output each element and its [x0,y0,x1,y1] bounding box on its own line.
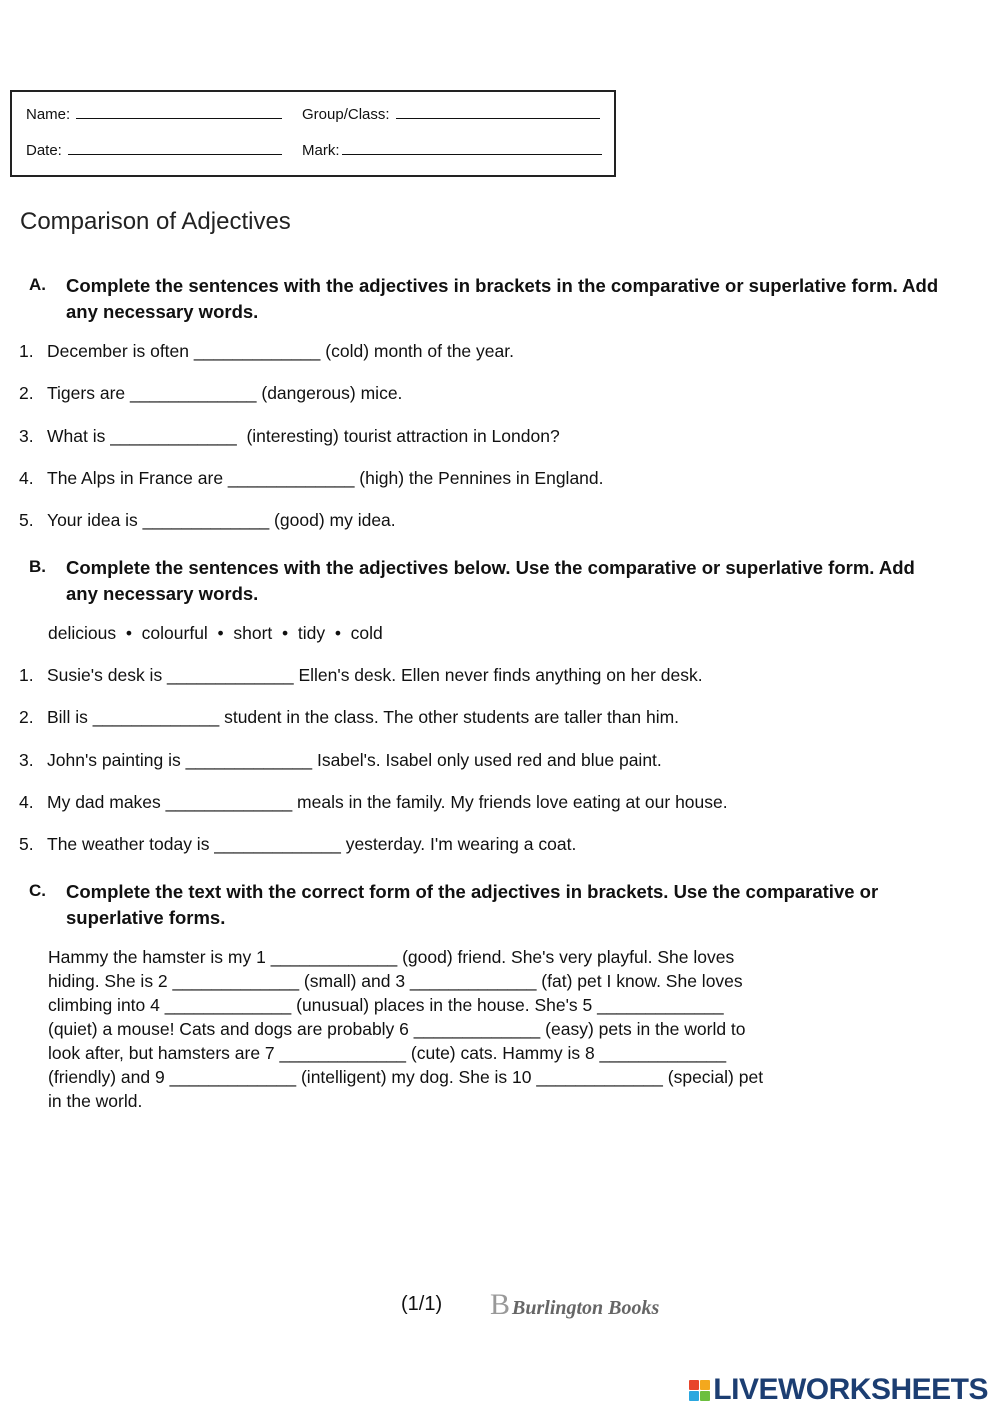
page-number: (1/1) [401,1293,443,1315]
section-b-letter: B. [29,557,46,576]
paragraph-line: Hammy the hamster is my 1 _____________ (good) friend. She's very playful. She loves [48,947,735,967]
section-c-paragraph [48,945,828,1113]
section-b-instruction: Complete the sentences with the adjectives below. Use the comparative or superlative form. Add any necessary words. [66,557,915,604]
item-text: Your idea is _____________ (good) my idea. [47,510,396,530]
section-a-item [19,468,604,489]
page-title: Comparison of Adjectives [20,208,291,235]
item-number: 3. [19,750,34,770]
item-text: What is _____________ (interesting) tourist attraction in London? [47,426,560,446]
item-text: Tigers are _____________ (dangerous) mice. [47,383,403,403]
paragraph-line: look after, but hamsters are 7 _____________ (cute) cats. Hammy is 8 _____________ [48,1043,727,1063]
item-text: The Alps in France are _____________ (high) the Pennines in England. [47,468,604,488]
section-a-item [19,510,396,531]
section-a-item [19,383,402,404]
item-text: Susie's desk is _____________ Ellen's desk. Ellen never finds anything on her desk. [47,665,703,685]
item-text: December is often _____________ (cold) month of the year. [47,341,514,361]
section-a-letter: A. [29,275,46,294]
section-c-instruction: Complete the text with the correct form of the adjectives in brackets. Use the comparative or superlative forms. [66,881,879,928]
name-line[interactable] [76,117,282,119]
group-field [302,106,600,123]
mark-field [302,142,602,159]
publisher-name: Burlington Books [512,1297,660,1319]
publisher-b-icon: B [490,1288,511,1321]
section-a-item [19,426,560,447]
section-b-item [19,750,662,771]
item-number: 5. [19,834,34,854]
paragraph-line: (friendly) and 9 _____________ (intelligent) my dog. She is 10 _____________ (special) pet [48,1067,764,1087]
item-number: 4. [19,468,34,488]
paragraph-line: in the world. [48,1091,143,1111]
group-label: Group/Class: [302,106,390,123]
date-label: Date: [26,142,62,159]
student-info-box [10,90,616,177]
paragraph-line: climbing into 4 _____________ (unusual) places in the house. She's 5 _____________ [48,995,724,1015]
section-b-item [19,834,576,855]
item-text: My dad makes _____________ meals in the family. My friends love eating at our house. [47,792,728,812]
section-b-item [19,792,728,813]
item-number: 1. [19,665,34,685]
paragraph-line: hiding. She is 2 _____________ (small) and 3 _____________ (fat) pet I know. She loves [48,971,743,991]
date-field [26,142,282,159]
liveworksheets-text: LIVEWORKSHEETS [713,1373,988,1406]
name-field [26,106,282,123]
paragraph-line: (quiet) a mouse! Cats and dogs are probably 6 _____________ (easy) pets in the world to [48,1019,746,1039]
group-line[interactable] [396,117,600,119]
item-number: 5. [19,510,34,530]
mark-label: Mark: [302,142,340,159]
item-text: The weather today is _____________ yesterday. I'm wearing a coat. [47,834,577,854]
item-number: 3. [19,426,34,446]
item-number: 2. [19,707,34,727]
section-a-instruction: Complete the sentences with the adjectives in brackets in the comparative or superlative form. Add any necessary words. [66,275,939,322]
liveworksheets-brand[interactable] [689,1373,988,1407]
item-text: John's painting is _____________ Isabel's. Isabel only used red and blue paint. [47,750,662,770]
section-a-item [19,341,514,362]
item-number: 2. [19,383,34,403]
mark-line[interactable] [342,153,602,155]
item-text: Bill is _____________ student in the class. The other students are taller than him. [47,707,680,727]
section-c-letter: C. [29,881,46,900]
section-b-item [19,665,703,686]
section-b-item [19,707,679,728]
name-label: Name: [26,106,71,123]
word-bank: delicious • colourful • short • tidy • cold [48,623,383,643]
item-number: 1. [19,341,34,361]
liveworksheets-logo-icon [689,1380,710,1401]
item-number: 4. [19,792,34,812]
publisher-logo [490,1288,659,1322]
date-line[interactable] [68,153,282,155]
